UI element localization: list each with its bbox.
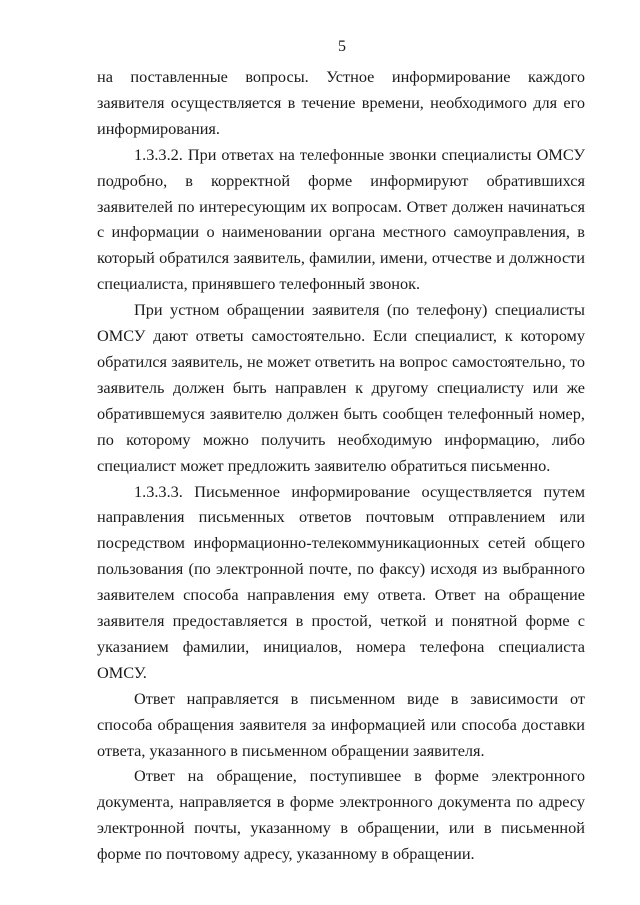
- paragraph-electronic-reply: Ответ на обращение, поступившее в форме электронного документа, направляется в форме электронного документа по адресу электронной почты, указанному в обращении, или в письменной форме по почтовому адресу, указанному в обращении.: [97, 766, 585, 864]
- paragraph-written-reply: Ответ направляется в письменном виде в зависимости от способа обращения заявителя за информацией или способа доставки ответа, указанного в письменном обращении заявителя.: [97, 688, 585, 760]
- paragraph-oral-request: При устном обращении заявителя (по телефону) специалисты ОМСУ дают ответы самостоятельно. Если специалист, к которому обратился заявитель, не может ответить на вопрос самостоятельно, то заявитель должен быть направлен к другому специалисту или же обратившемуся заявителю должен быть сообщен телефонный номер, по которому можно получить необходимую информацию, либо специалист может предложить заявителю обратиться письменно.: [97, 300, 585, 475]
- paragraph-1-3-3-2: 1.3.3.2. При ответах на телефонные звонки специалисты ОМСУ подробно, в корректной форме информируют обратившихся заявителей по интересующим их вопросам. Ответ должен начинаться с информации о наименовании органа местного самоуправления, в который обратился заявитель, фамилии, имени, отчестве и должности специалиста, принявшего телефонный звонок.: [97, 144, 585, 294]
- document-body: [97, 64, 585, 867]
- paragraph-1-3-3-3: 1.3.3.3. Письменное информирование осуществляется путем направления письменных ответов почтовым отправлением или посредством информационно-телекоммуникационных сетей общего пользования (по электронной почте, по факсу) исходя из выбранного заявителем способа направления ему ответа. Ответ на обращение заявителя предоставляется в простой, четкой и понятной форме с указанием фамилии, инициалов, номера телефона специалиста ОМСУ.: [97, 481, 585, 682]
- page-number: 5: [338, 38, 346, 55]
- paragraph-continuation: на поставленные вопросы. Устное информирование каждого заявителя осуществляется в течение времени, необходимого для его информирования.: [97, 67, 585, 138]
